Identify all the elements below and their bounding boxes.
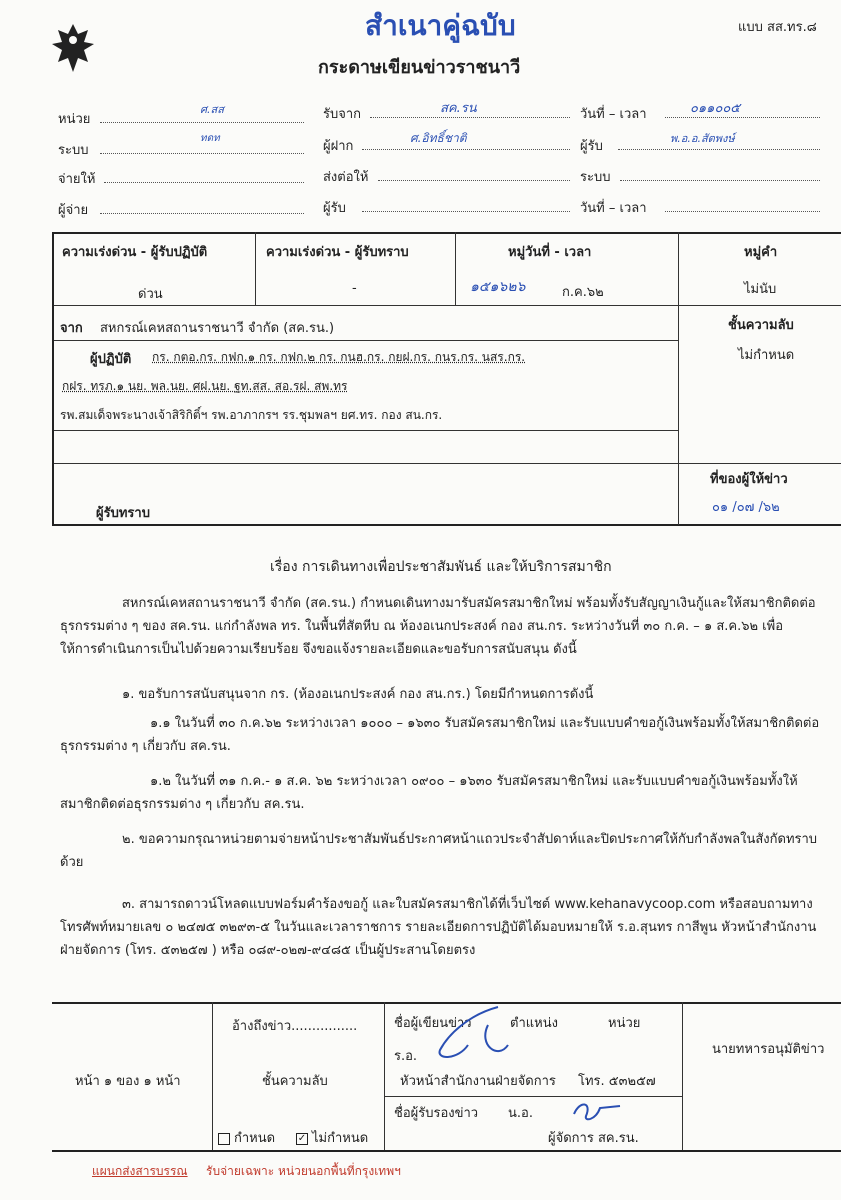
- from-value: สหกรณ์เคหสถานราชนาวี จำกัด (สค.รน.): [100, 321, 335, 336]
- system2-label: ระบบ: [580, 170, 611, 185]
- datetime1-label: วันที่ – เวลา: [580, 107, 647, 122]
- checkbox-specified[interactable]: [218, 1133, 230, 1145]
- page-number: หน้า ๑ ของ ๑ หน้า: [75, 1074, 181, 1089]
- paragraph-2: ๑. ขอรับการสนับสนุนจาก กร. (ห้องอเนกประสงค์ กอง สน.กร.) โดยมีกำหนดการดังนี้: [122, 687, 594, 702]
- datetime2-label: วันที่ – เวลา: [580, 201, 647, 216]
- writer-phone: โทร. ๕๓๒๕๗: [578, 1074, 656, 1089]
- paragraph-3: ๑.๑ ในวันที่ ๓๐ ก.ค.๖๒ ระหว่างเวลา ๑๐๐๐ – ๑๖๓๐ รับสมัครสมาชิกใหม่ และรับแบบคำขอกู้เงินพร้อมทั้งให้สมาชิกติดต่อธุรกรรมต่าง ๆ เกี่ยวกับ สค.รน.: [60, 716, 820, 754]
- opt-specified[interactable]: กำหนด: [218, 1127, 275, 1148]
- checkbox-unspecified[interactable]: ✓: [297, 1132, 307, 1144]
- footer-secrecy-label: ชั้นความลับ: [262, 1074, 328, 1089]
- secrecy-label: ชั้นความลับ: [728, 318, 794, 333]
- footer-unit-label: หน่วย: [608, 1016, 641, 1031]
- depositor-value: ศ.อิทธิ์ชาติ: [410, 131, 467, 145]
- system1-label: ระบบ: [58, 143, 89, 158]
- action-line1: กร. กตอ.กร. กฟก.๑ กร. กฟก.๒ กร. กนฮ.กร. กยฝ.กร. กนร.กร. นสร.กร.: [152, 350, 526, 364]
- certifier-signature-icon: [570, 1096, 630, 1126]
- writer-rank: ร.อ.: [394, 1049, 418, 1064]
- position-label: ตำแหน่ง: [510, 1016, 558, 1031]
- form-title: กระดาษเขียนข่าวราชนาวี: [318, 57, 521, 78]
- depositor-label: ผู้ฝาก: [323, 139, 354, 154]
- paragraph-1: สหกรณ์เคหสถานราชนาวี จำกัด (สค.รน.) กำหนดเดินทางมารับสมัครสมาชิกใหม่ พร้อมทั้งรับสัญญาเงินกู้และให้สมาชิกติดต่อธุรกรรมต่าง ๆ ของ สค.รน. แก่กำลังพล ทร. ในพื้นที่สัตหีบ ณ ห้องอเนกประสงค์ กอง สน.กร. ระหว่างวันที่ ๓๐ ก.ค. – ๑ ส.ค.๖๒ เพื่อให้การดำเนินการเป็นไปด้วยความเรียบร้อย จึงขอแจ้งรายละเอียดและขอรับการสนับสนุน ดังนี้: [60, 596, 816, 657]
- ref-no-value: ๐๑ /๐๗ /๖๒: [712, 500, 780, 515]
- ref-news: อ้างถึงข่าว................: [232, 1019, 358, 1034]
- group-datetime-value: ๑๕๑๖๒๖: [470, 279, 526, 295]
- bottom-note-right: รับจ่ายเฉพาะ หน่วยนอกพื้นที่กรุงเทพฯ: [206, 1164, 401, 1178]
- urgency-info-value: -: [352, 281, 357, 296]
- word-group-value: ไม่นับ: [744, 282, 777, 297]
- from-label: จาก: [60, 321, 83, 336]
- forward-to-label: ส่งต่อให้: [323, 170, 369, 185]
- urgency-info-label: ความเร่งด่วน - ผู้รับทราบ: [266, 245, 409, 260]
- system1-value: ทดท: [200, 133, 220, 144]
- form-code: แบบ สส.ทร.๘: [738, 20, 817, 35]
- pay-to-label: จ่ายให้: [58, 172, 96, 187]
- paragraph-5: ๒. ขอความกรุณาหน่วยตามจ่ายหน้าประชาสัมพันธ์ประกาศหน้าแถวประจำสัปดาห์และปิดประกาศให้กับกำลังพลในสังกัดทราบด้วย: [60, 832, 818, 870]
- writer-title: หัวหน้าสำนักงานฝ่ายจัดการ: [400, 1074, 556, 1089]
- group-datetime-month: ก.ค.๖๒: [562, 285, 604, 300]
- opt-unspecified[interactable]: ✓ ไม่กำหนด: [297, 1131, 369, 1146]
- garuda-emblem: [48, 20, 98, 76]
- action-line2: กฝร. ทรภ.๑ นย. พล.นย. ศฝ.นย. ฐท.สส. สอ.รฝ. สพ.ทร: [62, 379, 348, 393]
- approver-label: นายทหารอนุมัติข่าว: [712, 1042, 825, 1057]
- receiver1-label: ผู้รับ: [580, 139, 603, 154]
- writer-signature-icon: [428, 1005, 528, 1065]
- subject: เรื่อง การเดินทางเพื่อประชาสัมพันธ์ และให้บริการสมาชิก: [270, 559, 612, 575]
- receive-from-label: รับจาก: [323, 107, 362, 122]
- bottom-note-left: แผนกส่งสารบรรณ: [92, 1164, 188, 1178]
- group-datetime-label: หมู่วันที่ - เวลา: [508, 245, 592, 260]
- receive-from-value: สค.รน: [440, 101, 477, 116]
- datetime1-value: ๐๑๑๐๐๕: [690, 101, 741, 116]
- unit-value: ศ.สส: [200, 103, 224, 116]
- writer-label: ชื่อผู้เขียนข่าว: [394, 1016, 472, 1031]
- paragraph-4: ๑.๒ ในวันที่ ๓๑ ก.ค.- ๑ ส.ค. ๖๒ ระหว่างเวลา ๐๙๐๐ – ๑๖๓๐ รับสมัครสมาชิกใหม่ และรับแบบคำขอกู้เงินพร้อมทั้งให้สมาชิกติดต่อธุรกรรมต่าง ๆ เกี่ยวกับ สค.รน.: [60, 774, 798, 812]
- urgency-action-label: ความเร่งด่วน - ผู้รับปฏิบัติ: [62, 245, 208, 260]
- certifier-rank: น.อ.: [508, 1106, 533, 1121]
- action-line3: รพ.สมเด็จพระนางเจ้าสิริกิติ์ฯ รพ.อาภากรฯ รร.ชุมพลฯ ยศ.ทร. กอง สน.กร.: [60, 408, 443, 422]
- paragraph-6: ๓. สามารถดาวน์โหลดแบบฟอร์มคำร้องขอกู้ และใบสมัครสมาชิกได้ที่เว็บไซต์ www.kehanavycoop.com หรือสอบถามทางโทรศัพท์หมายเลข ๐ ๒๔๗๕ ๓๒๙๓-๕ ในวันและเวลาราชการ รายละเอียดการปฏิบัติได้มอบหมายให้ ร.อ.สุนทร กาสีพูน หัวหน้าสำนักงานฝ่ายจัดการ (โทร. ๕๓๒๕๗ ) หรือ ๐๘๙-๐๒๗-๙๔๘๕ เป็นผู้ประสานโดยตรง: [60, 897, 817, 958]
- receiver2-label: ผู้รับ: [323, 201, 346, 216]
- unit-label: หน่วย: [58, 112, 91, 127]
- info-label: ผู้รับทราบ: [96, 506, 150, 521]
- certifier-title: ผู้จัดการ สค.รน.: [548, 1131, 639, 1146]
- certifier-label: ชื่อผู้รับรองข่าว: [394, 1106, 479, 1121]
- payer-label: ผู้จ่าย: [58, 203, 89, 218]
- word-group-label: หมู่คำ: [744, 245, 778, 260]
- receiver1-value: พ.อ.อ.สัตพงษ์: [670, 132, 735, 145]
- copy-stamp: สำเนาคู่ฉบับ: [365, 9, 516, 42]
- urgency-action-value: ด่วน: [138, 287, 163, 302]
- ref-no-label: ที่ของผู้ให้ข่าว: [710, 472, 788, 487]
- secrecy-value: ไม่กำหนด: [738, 348, 795, 363]
- action-label: ผู้ปฏิบัติ: [90, 352, 132, 367]
